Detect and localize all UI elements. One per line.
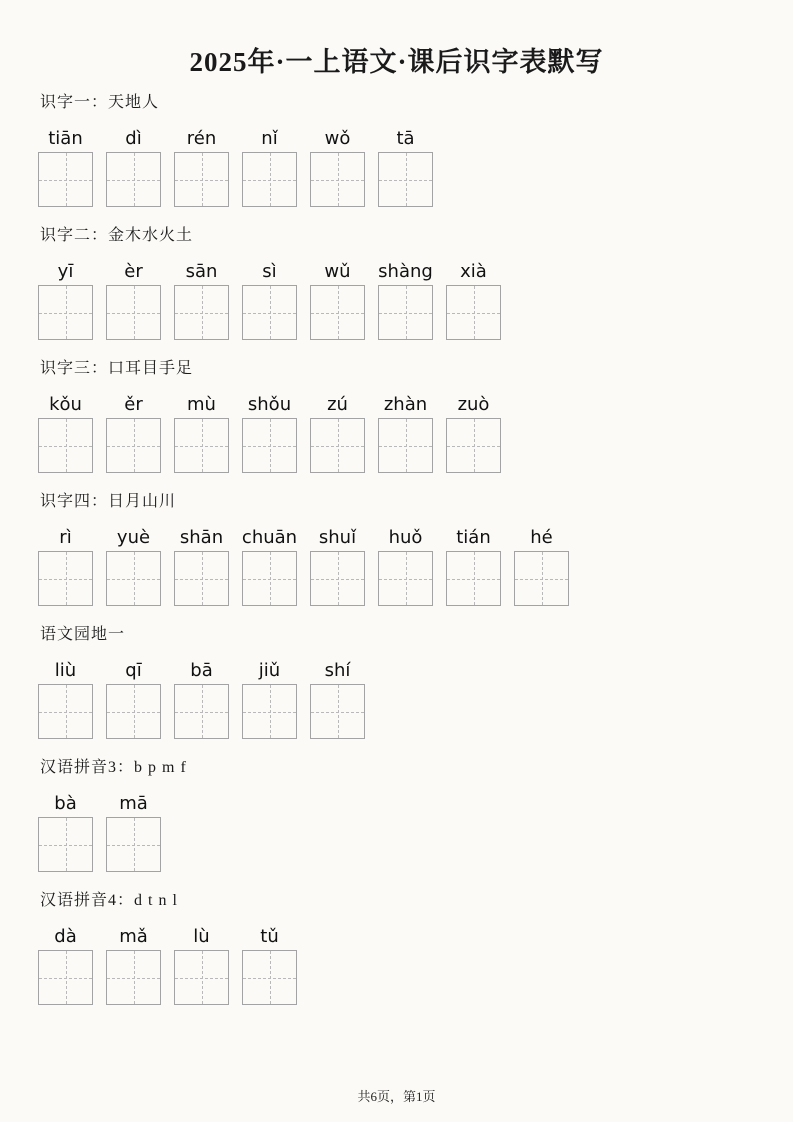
tianzige-writing-cell bbox=[174, 551, 229, 606]
tianzige-vertical-guide bbox=[406, 419, 407, 472]
word-column bbox=[310, 395, 365, 473]
words-row bbox=[38, 794, 773, 872]
pinyin-label: jiǔ bbox=[258, 660, 281, 681]
pinyin-label: zhàn bbox=[383, 394, 428, 415]
pinyin-label: wǔ bbox=[324, 261, 351, 282]
word-column bbox=[106, 395, 161, 473]
tianzige-vertical-guide bbox=[66, 818, 67, 871]
word-column bbox=[310, 129, 365, 207]
pinyin-label: èr bbox=[124, 261, 143, 282]
word-column bbox=[38, 395, 93, 473]
tianzige-vertical-guide bbox=[270, 685, 271, 738]
pinyin-label: mǎ bbox=[119, 926, 148, 947]
pinyin-label: xià bbox=[460, 261, 487, 282]
pinyin-label: bā bbox=[190, 660, 213, 681]
word-column bbox=[446, 262, 501, 340]
word-column bbox=[106, 262, 161, 340]
tianzige-vertical-guide bbox=[202, 286, 203, 339]
pinyin-label: zú bbox=[327, 394, 348, 415]
tianzige-writing-cell bbox=[446, 418, 501, 473]
tianzige-vertical-guide bbox=[202, 419, 203, 472]
tianzige-writing-cell bbox=[310, 285, 365, 340]
tianzige-vertical-guide bbox=[270, 153, 271, 206]
tianzige-writing-cell bbox=[106, 152, 161, 207]
word-column bbox=[106, 661, 161, 739]
pinyin-label: nǐ bbox=[261, 128, 278, 149]
tianzige-writing-cell bbox=[242, 285, 297, 340]
pinyin-label: liù bbox=[54, 660, 77, 681]
tianzige-vertical-guide bbox=[406, 153, 407, 206]
lesson-section bbox=[38, 361, 773, 473]
tianzige-vertical-guide bbox=[270, 419, 271, 472]
pinyin-label: wǒ bbox=[324, 128, 351, 149]
tianzige-vertical-guide bbox=[338, 419, 339, 472]
tianzige-writing-cell bbox=[310, 684, 365, 739]
tianzige-writing-cell bbox=[38, 950, 93, 1005]
pinyin-label: dà bbox=[54, 926, 77, 947]
word-column bbox=[38, 528, 93, 606]
tianzige-vertical-guide bbox=[66, 153, 67, 206]
word-column bbox=[446, 395, 501, 473]
lesson-section bbox=[38, 494, 773, 606]
word-column bbox=[242, 129, 297, 207]
tianzige-writing-cell bbox=[378, 418, 433, 473]
tianzige-vertical-guide bbox=[270, 286, 271, 339]
word-column bbox=[242, 661, 297, 739]
pinyin-label: shān bbox=[179, 527, 224, 548]
tianzige-writing-cell bbox=[242, 684, 297, 739]
word-column bbox=[378, 262, 433, 340]
tianzige-vertical-guide bbox=[202, 552, 203, 605]
pinyin-label: mā bbox=[119, 793, 148, 814]
tianzige-writing-cell bbox=[174, 684, 229, 739]
pinyin-label: kǒu bbox=[49, 394, 82, 415]
tianzige-writing-cell bbox=[378, 152, 433, 207]
word-column bbox=[174, 395, 229, 473]
pinyin-label: tā bbox=[396, 128, 415, 149]
tianzige-writing-cell bbox=[38, 418, 93, 473]
word-column bbox=[38, 262, 93, 340]
tianzige-vertical-guide bbox=[338, 552, 339, 605]
pinyin-label: tǔ bbox=[260, 926, 279, 947]
pinyin-label: chuān bbox=[241, 527, 298, 548]
tianzige-writing-cell bbox=[242, 418, 297, 473]
pinyin-label: sān bbox=[185, 261, 218, 282]
tianzige-vertical-guide bbox=[202, 153, 203, 206]
tianzige-writing-cell bbox=[242, 950, 297, 1005]
tianzige-writing-cell bbox=[446, 551, 501, 606]
pinyin-label: ěr bbox=[124, 394, 143, 415]
tianzige-writing-cell bbox=[106, 285, 161, 340]
tianzige-writing-cell bbox=[514, 551, 569, 606]
section-label: 识字四：日月山川 bbox=[40, 493, 177, 510]
word-column bbox=[242, 395, 297, 473]
tianzige-vertical-guide bbox=[134, 552, 135, 605]
word-column bbox=[174, 927, 229, 1005]
pinyin-label: yī bbox=[57, 261, 74, 282]
pinyin-label: tiān bbox=[48, 128, 83, 149]
words-row bbox=[38, 262, 773, 340]
word-column bbox=[174, 262, 229, 340]
tianzige-writing-cell bbox=[174, 418, 229, 473]
tianzige-vertical-guide bbox=[474, 286, 475, 339]
tianzige-writing-cell bbox=[106, 950, 161, 1005]
word-column bbox=[378, 129, 433, 207]
tianzige-writing-cell bbox=[310, 418, 365, 473]
pinyin-label: rén bbox=[186, 128, 217, 149]
tianzige-writing-cell bbox=[106, 418, 161, 473]
tianzige-vertical-guide bbox=[66, 286, 67, 339]
tianzige-writing-cell bbox=[106, 551, 161, 606]
pinyin-label: rì bbox=[59, 527, 72, 548]
page-title: 2025年·一上语文·课后识字表默写 bbox=[189, 47, 604, 77]
word-column bbox=[38, 927, 93, 1005]
tianzige-vertical-guide bbox=[134, 419, 135, 472]
word-column bbox=[106, 794, 161, 872]
pinyin-label: lù bbox=[193, 926, 210, 947]
word-column bbox=[174, 129, 229, 207]
tianzige-writing-cell bbox=[378, 551, 433, 606]
section-label: 识字三：口耳目手足 bbox=[40, 360, 194, 377]
tianzige-vertical-guide bbox=[66, 552, 67, 605]
pinyin-label: shí bbox=[324, 660, 351, 681]
word-column bbox=[378, 395, 433, 473]
tianzige-writing-cell bbox=[106, 817, 161, 872]
tianzige-vertical-guide bbox=[474, 552, 475, 605]
tianzige-vertical-guide bbox=[134, 153, 135, 206]
word-column bbox=[242, 528, 297, 606]
tianzige-vertical-guide bbox=[338, 153, 339, 206]
tianzige-writing-cell bbox=[38, 285, 93, 340]
word-column bbox=[106, 129, 161, 207]
tianzige-vertical-guide bbox=[202, 685, 203, 738]
pinyin-label: tián bbox=[456, 527, 491, 548]
pinyin-label: shàng bbox=[378, 261, 433, 282]
tianzige-vertical-guide bbox=[338, 286, 339, 339]
lesson-section bbox=[38, 893, 773, 1005]
lesson-section bbox=[38, 627, 773, 739]
pinyin-label: mù bbox=[187, 394, 216, 415]
tianzige-vertical-guide bbox=[134, 818, 135, 871]
tianzige-vertical-guide bbox=[134, 286, 135, 339]
pinyin-label: zuò bbox=[457, 394, 490, 415]
tianzige-vertical-guide bbox=[66, 951, 67, 1004]
pinyin-label: sì bbox=[262, 261, 277, 282]
word-column bbox=[378, 528, 433, 606]
tianzige-vertical-guide bbox=[66, 419, 67, 472]
tianzige-writing-cell bbox=[310, 152, 365, 207]
tianzige-writing-cell bbox=[242, 152, 297, 207]
tianzige-vertical-guide bbox=[270, 552, 271, 605]
word-column bbox=[174, 661, 229, 739]
section-label: 汉语拼音3：b p m f bbox=[40, 759, 187, 776]
tianzige-writing-cell bbox=[106, 684, 161, 739]
tianzige-vertical-guide bbox=[406, 552, 407, 605]
tianzige-writing-cell bbox=[174, 950, 229, 1005]
section-label: 汉语拼音4：d t n l bbox=[40, 892, 178, 909]
tianzige-writing-cell bbox=[310, 551, 365, 606]
word-column bbox=[514, 528, 569, 606]
pinyin-label: shǒu bbox=[247, 394, 292, 415]
words-row bbox=[38, 927, 773, 1005]
section-label: 语文园地一 bbox=[40, 626, 126, 643]
words-row bbox=[38, 528, 773, 606]
word-column bbox=[310, 661, 365, 739]
tianzige-writing-cell bbox=[446, 285, 501, 340]
section-label: 识字一：天地人 bbox=[40, 94, 160, 111]
pinyin-label: shuǐ bbox=[318, 527, 357, 548]
pinyin-label: qī bbox=[125, 660, 142, 681]
tianzige-vertical-guide bbox=[66, 685, 67, 738]
page-number-footer: 共6页，第1页 bbox=[357, 1089, 436, 1104]
tianzige-vertical-guide bbox=[406, 286, 407, 339]
words-row bbox=[38, 129, 773, 207]
tianzige-writing-cell bbox=[38, 817, 93, 872]
tianzige-writing-cell bbox=[242, 551, 297, 606]
section-label: 识字二：金木水火土 bbox=[40, 227, 194, 244]
tianzige-writing-cell bbox=[174, 152, 229, 207]
word-column bbox=[106, 927, 161, 1005]
word-column bbox=[38, 661, 93, 739]
word-column bbox=[38, 794, 93, 872]
pinyin-label: bà bbox=[54, 793, 77, 814]
tianzige-writing-cell bbox=[174, 285, 229, 340]
word-column bbox=[106, 528, 161, 606]
tianzige-writing-cell bbox=[38, 551, 93, 606]
tianzige-vertical-guide bbox=[474, 419, 475, 472]
lesson-section bbox=[38, 760, 773, 872]
tianzige-vertical-guide bbox=[202, 951, 203, 1004]
word-column bbox=[38, 129, 93, 207]
tianzige-vertical-guide bbox=[134, 951, 135, 1004]
pinyin-label: dì bbox=[125, 128, 142, 149]
pinyin-label: huǒ bbox=[388, 527, 423, 548]
pinyin-label: yuè bbox=[116, 527, 151, 548]
words-row bbox=[38, 661, 773, 739]
tianzige-vertical-guide bbox=[338, 685, 339, 738]
tianzige-vertical-guide bbox=[134, 685, 135, 738]
lesson-section bbox=[38, 228, 773, 340]
tianzige-vertical-guide bbox=[270, 951, 271, 1004]
word-column bbox=[446, 528, 501, 606]
word-column bbox=[174, 528, 229, 606]
word-column bbox=[310, 262, 365, 340]
word-column bbox=[242, 262, 297, 340]
word-column bbox=[242, 927, 297, 1005]
sections-container bbox=[0, 95, 793, 1005]
words-row bbox=[38, 395, 773, 473]
lesson-section bbox=[38, 95, 773, 207]
tianzige-writing-cell bbox=[378, 285, 433, 340]
tianzige-writing-cell bbox=[38, 684, 93, 739]
pinyin-label: hé bbox=[530, 527, 553, 548]
tianzige-writing-cell bbox=[38, 152, 93, 207]
word-column bbox=[310, 528, 365, 606]
tianzige-vertical-guide bbox=[542, 552, 543, 605]
